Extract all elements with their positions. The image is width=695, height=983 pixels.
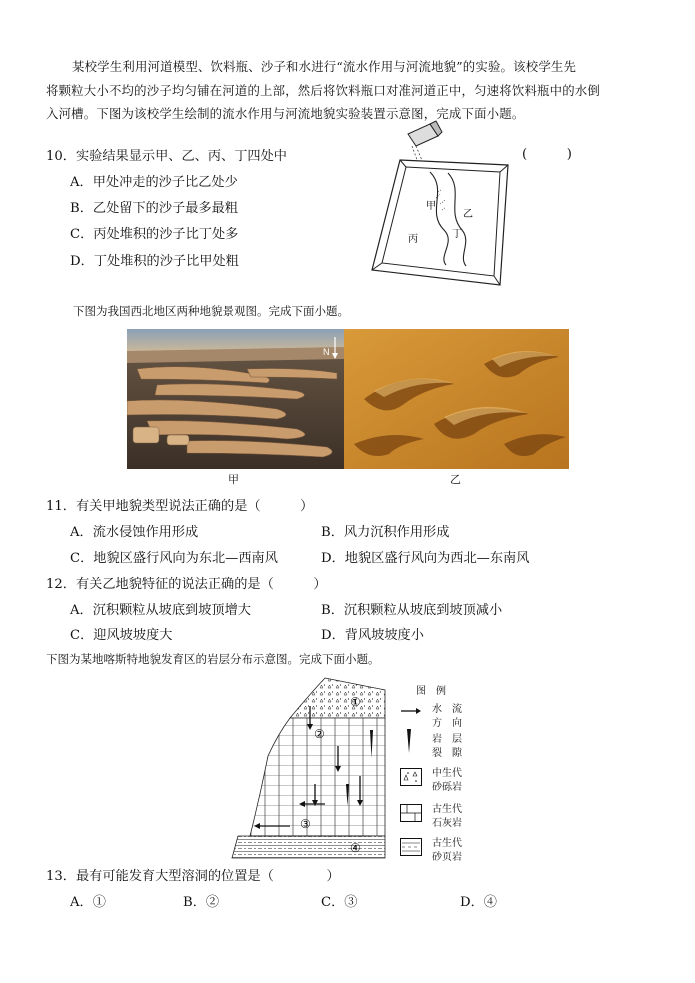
karst-strata-diagram	[230, 676, 390, 860]
section3-intro: 下图为某地喀斯特地貌发育区的岩层分布示意图。完成下面小题。	[46, 652, 380, 666]
q11-stem: 11．有关甲地貌类型说法正确的是（ ）	[46, 499, 314, 514]
legend-pz1-1: 古生代	[432, 804, 462, 815]
q11-option-a[interactable]: A．流水侵蚀作用形成	[70, 525, 199, 540]
marker-4: ④	[350, 841, 361, 855]
q11-option-c[interactable]: C．地貌区盛行风向为东北—西南风	[70, 551, 278, 566]
q13-option-c[interactable]: C．③	[321, 895, 358, 910]
legend-title: 图 例	[416, 686, 446, 697]
marker-1: ①	[350, 695, 361, 709]
legend-crack-2: 裂 隙	[432, 748, 462, 759]
legend-water-1: 水 流	[432, 704, 462, 715]
q11-option-b[interactable]: B．风力沉积作用形成	[321, 525, 450, 540]
legend-pz2-2: 砂页岩	[432, 852, 462, 863]
water-flow-icon	[400, 706, 422, 716]
intro-line-3: 入河槽。下图为该校学生绘制的流水作用与河流地貌实验装置示意图，完成下面小题。	[46, 106, 525, 121]
photo-jia-caption: 甲	[228, 473, 239, 486]
tray	[372, 160, 508, 285]
legend-mz-2: 砂砾岩	[432, 782, 462, 793]
legend-water-2: 方 向	[432, 718, 462, 729]
photo-yi-dunes	[344, 329, 569, 469]
legend-crack-1: 岩 层	[432, 734, 462, 745]
q13-option-d[interactable]: D．④	[460, 895, 497, 910]
legend-pz1-2: 石灰岩	[432, 818, 462, 829]
karst-legend	[398, 680, 470, 863]
photo-jia-yardang	[127, 329, 344, 469]
limestone-swatch-icon	[400, 804, 422, 822]
label-yi: 乙	[463, 209, 473, 220]
q10-option-c[interactable]: C．丙处堆积的沙子比丁处多	[70, 227, 239, 242]
q10-answer-blank[interactable]: ( )	[522, 147, 572, 162]
q12-stem: 12．有关乙地貌特征的说法正确的是（ ）	[46, 577, 327, 592]
label-bing: 丙	[408, 234, 418, 245]
intro-line-2: 将颗粒大小不均的沙子均匀铺在河道的上部，然后将饮料瓶口对准河道正中，匀速将饮料瓶中的水倒	[46, 82, 600, 98]
label-jia: 甲	[426, 201, 436, 212]
q13-option-a[interactable]: A．①	[70, 895, 106, 910]
q10-option-a[interactable]: A．甲处冲走的沙子比乙处少	[70, 175, 238, 190]
shale-swatch-icon	[400, 838, 422, 856]
q13-stem: 13．最有可能发育大型溶洞的位置是（ ）	[46, 869, 340, 884]
q11-option-d[interactable]: D．地貌区盛行风向为西北—东南风	[321, 551, 530, 566]
rock-crack-icon	[404, 728, 414, 754]
legend-pz2-1: 古生代	[432, 838, 462, 849]
q12-option-b[interactable]: B．沉积颗粒从坡底到坡顶减小	[321, 603, 503, 618]
q10-option-b[interactable]: B．乙处留下的沙子最多最粗	[70, 201, 238, 216]
intro-line-1: 某校学生利用河道模型、饮料瓶、沙子和水进行“流水作用与河流地貌”的实验。该校学生先	[72, 59, 577, 74]
sandstone-swatch-icon	[400, 768, 422, 786]
photo-yi-caption: 乙	[450, 473, 461, 486]
marker-3: ③	[300, 817, 311, 831]
q10-stem: 10．实验结果显示甲、乙、丙、丁四处中	[46, 149, 287, 164]
marker-2: ②	[314, 727, 325, 741]
q12-option-c[interactable]: C．迎风坡坡度大	[70, 628, 173, 643]
river-model-diagram	[360, 120, 520, 295]
section2-intro: 下图为我国西北地区两种地貌景观图。完成下面小题。	[73, 304, 349, 318]
q13-option-b[interactable]: B．②	[183, 895, 220, 910]
label-ding: 丁	[452, 229, 462, 240]
q12-option-a[interactable]: A．沉积颗粒从坡底到坡顶增大	[70, 603, 251, 618]
q12-option-d[interactable]: D．背风坡坡度小	[321, 628, 424, 643]
intro-paragraph	[46, 55, 652, 126]
north-label: N	[323, 347, 330, 357]
legend-mz-1: 中生代	[432, 768, 462, 779]
q10-option-d[interactable]: D．丁处堆积的沙子比甲处粗	[70, 254, 239, 269]
